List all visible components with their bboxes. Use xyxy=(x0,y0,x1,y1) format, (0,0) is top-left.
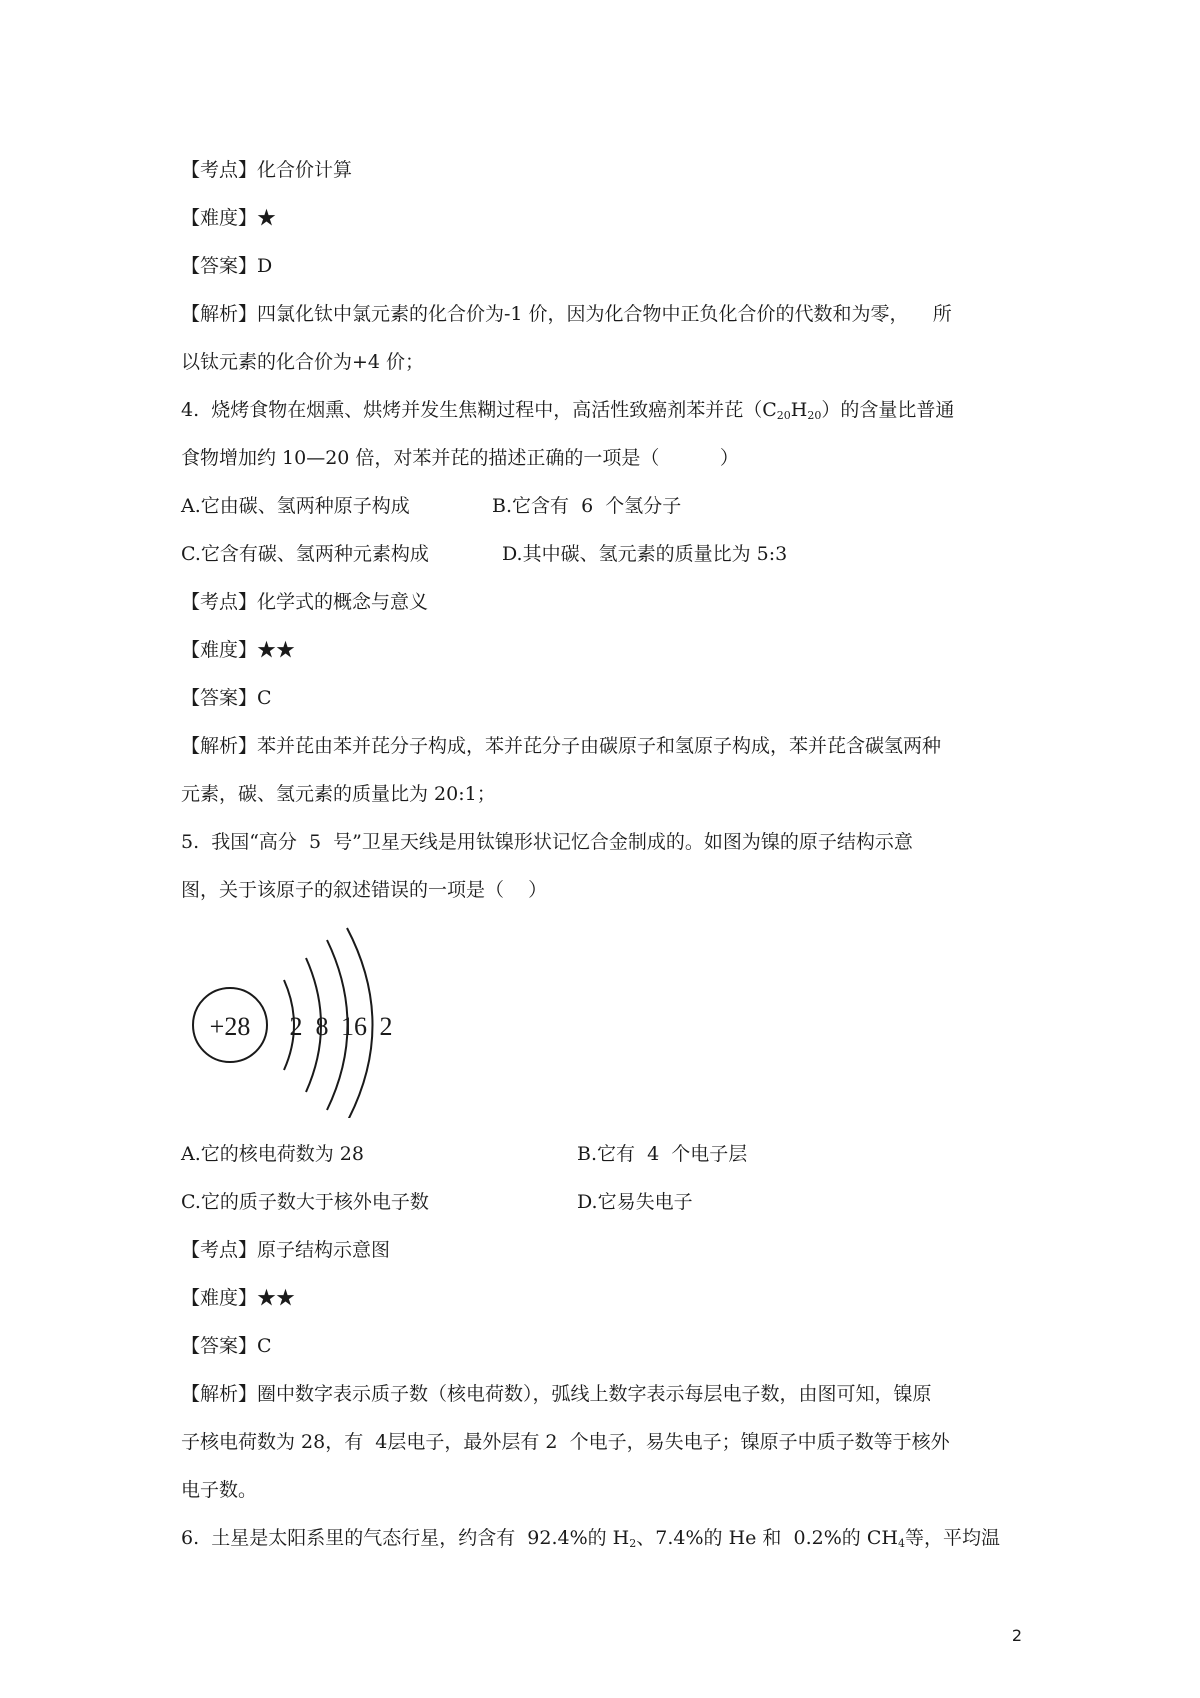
q4-subscript-c: 20 xyxy=(776,409,791,422)
shell-count-3: 16 xyxy=(341,1012,367,1041)
q5-option-b: B.它有 4 个电子层 xyxy=(577,1143,748,1165)
q4-option-b: B.它含有 6 个氢分子 xyxy=(492,495,682,517)
q4-stem-part-c: ）的含量比普通 xyxy=(821,399,955,421)
q4-stem-line-2: 食物增加约 10—20 倍，对苯并芘的描述正确的一项是（ ） xyxy=(181,447,739,469)
q3-kaodian: 【考点】化合价计算 xyxy=(181,159,353,181)
q6-stem-part-b: 、7.4%的 He 和 0.2%的 CH xyxy=(636,1527,898,1549)
shell-count-2: 8 xyxy=(315,1012,329,1041)
q5-nandu: 【难度】★★ xyxy=(181,1287,296,1309)
q4-subscript-h: 20 xyxy=(807,409,822,422)
q4-daan: 【答案】C xyxy=(181,687,272,709)
q3-nandu: 【难度】★ xyxy=(181,207,277,229)
q6-subscript-h2: 2 xyxy=(629,1537,637,1550)
q4-stem-part-a: 4. 烧烤食物在烟熏、烘烤并发生焦糊过程中，高活性致癌剂苯并芘（C xyxy=(181,399,777,421)
q5-option-a: A.它的核电荷数为 28 xyxy=(181,1143,364,1165)
q6-stem-part-c: 等，平均温 xyxy=(904,1527,1000,1549)
q5-kaodian: 【考点】原子结构示意图 xyxy=(181,1239,391,1261)
q5-stem-line-1: 5. 我国“高分 5 号”卫星天线是用钛镍形状记忆合金制成的。如图为镍的原子结构示意 xyxy=(181,831,913,853)
q6-subscript-ch4: 4 xyxy=(897,1537,905,1550)
q6-stem-part-a: 6. 土星是太阳系里的气态行星，约含有 92.4%的 H xyxy=(181,1527,630,1549)
shell-count-1: 2 xyxy=(289,1012,303,1041)
q4-jiexi-line-1: 【解析】苯并芘由苯并芘分子构成，苯并芘分子由碳原子和氢原子构成，苯并芘含碳氢两种 xyxy=(181,735,942,757)
q5-jiexi-line-2: 子核电荷数为 28，有 4层电子，最外层有 2 个电子，易失电子；镍原子中质子数等于核外 xyxy=(181,1431,950,1453)
q4-jiexi-line-2: 元素，碳、氢元素的质量比为 20:1； xyxy=(181,783,496,805)
q6-stem-line-1 xyxy=(181,1525,1000,1557)
q3-jiexi-line-1: 【解析】四氯化钛中氯元素的化合价为-1 价，因为化合物中正负化合价的代数和为零， 所 xyxy=(181,303,952,325)
q4-stem-line-1 xyxy=(181,397,954,429)
q4-option-d: D.其中碳、氢元素的质量比为 5:3 xyxy=(502,543,788,565)
q4-stem-part-b: H xyxy=(790,399,808,421)
q4-option-c: C.它含有碳、氢两种元素构成 xyxy=(181,543,429,565)
q5-jiexi-line-1: 【解析】圈中数字表示质子数（核电荷数），弧线上数字表示每层电子数，由图可知，镍原 xyxy=(181,1383,932,1405)
q4-kaodian: 【考点】化学式的概念与意义 xyxy=(181,591,429,613)
nucleus-charge: +28 xyxy=(209,1012,251,1041)
q5-jiexi-line-3: 电子数。 xyxy=(181,1479,258,1501)
shell-count-4: 2 xyxy=(379,1012,393,1041)
q4-option-a: A.它由碳、氢两种原子构成 xyxy=(181,495,410,517)
atomic-structure-diagram xyxy=(186,918,406,1118)
q3-jiexi-line-2: 以钛元素的化合价为+4 价； xyxy=(181,351,425,373)
q4-nandu: 【难度】★★ xyxy=(181,639,296,661)
q5-daan: 【答案】C xyxy=(181,1335,272,1357)
q3-daan: 【答案】D xyxy=(181,255,273,277)
page-number: 2 xyxy=(1011,1626,1022,1645)
q5-option-c: C.它的质子数大于核外电子数 xyxy=(181,1191,429,1213)
q5-option-d: D.它易失电子 xyxy=(577,1191,693,1213)
q5-stem-line-2: 图，关于该原子的叙述错误的一项是（ ） xyxy=(181,879,548,901)
